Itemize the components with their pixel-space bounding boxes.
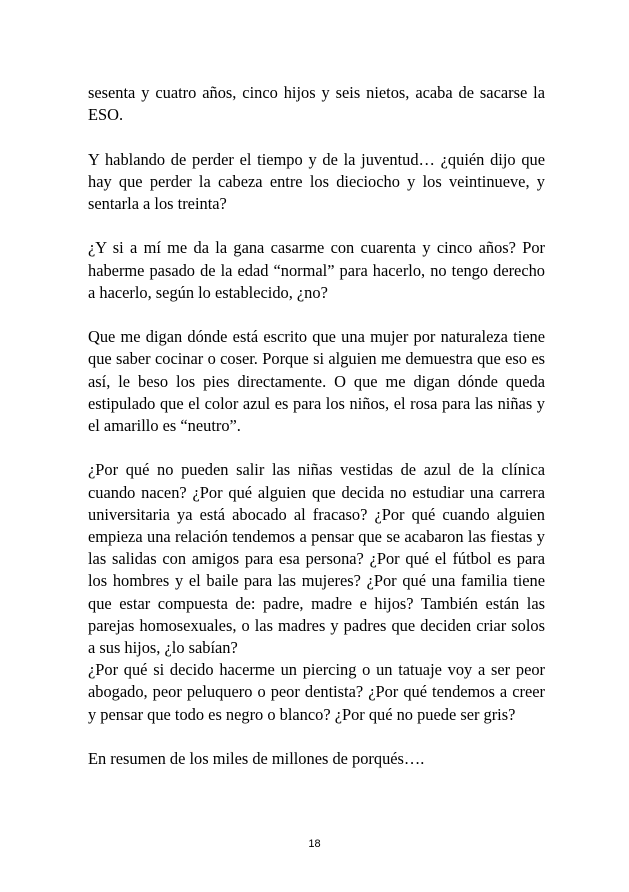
paragraph: sesenta y cuatro años, cinco hijos y seis nietos, acaba de sacarse la ESO. [88,83,545,125]
paragraph: ¿Por qué no pueden salir las niñas vestidas de azul de la clínica cuando nacen? ¿Por qué alguien que decida no estudiar una carrera universitaria ya está abocado al fracaso? ¿Por qué cuando alguien empieza una relación tendemos a pensar que se acabaron las fiestas y las salidas con amigos para esa persona? ¿Por qué el fútbol es para los hombres y el baile para las mujeres? ¿Por qué una familia tiene que estar compuesta de: padre, madre e hijos? También están las parejas homosexuales, o las madres y padres que deciden criar solos a sus hijos, ¿lo sabían? [88,460,545,658]
paragraph: ¿Y si a mí me da la gana casarme con cuarenta y cinco años? Por haberme pasado de la edad “normal” para hacerlo, no tengo derecho a hacerlo, según lo establecido, ¿no? [88,238,545,302]
body-text [88,82,545,792]
page-number: 18 [308,838,321,850]
paragraph: En resumen de los miles de millones de porqués…. [88,749,425,769]
paragraph: ¿Por qué si decido hacerme un piercing o un tatuaje voy a ser peor abogado, peor peluquero o peor dentista? ¿Por qué tendemos a creer y pensar que todo es negro o blanco? ¿Por qué no puede ser gris? [88,660,545,724]
paragraph: Y hablando de perder el tiempo y de la juventud… ¿quién dijo que hay que perder la cabeza entre los dieciocho y los veintinueve, y sentarla a los treinta? [88,149,545,213]
paragraph: Que me digan dónde está escrito que una mujer por naturaleza tiene que saber cocinar o coser. Porque si alguien me demuestra que eso es así, le beso los pies directamente. O que me digan dónde queda estipulado que el color azul es para los niños, el rosa para las niñas y el amarillo es “neutro”. [88,327,545,435]
